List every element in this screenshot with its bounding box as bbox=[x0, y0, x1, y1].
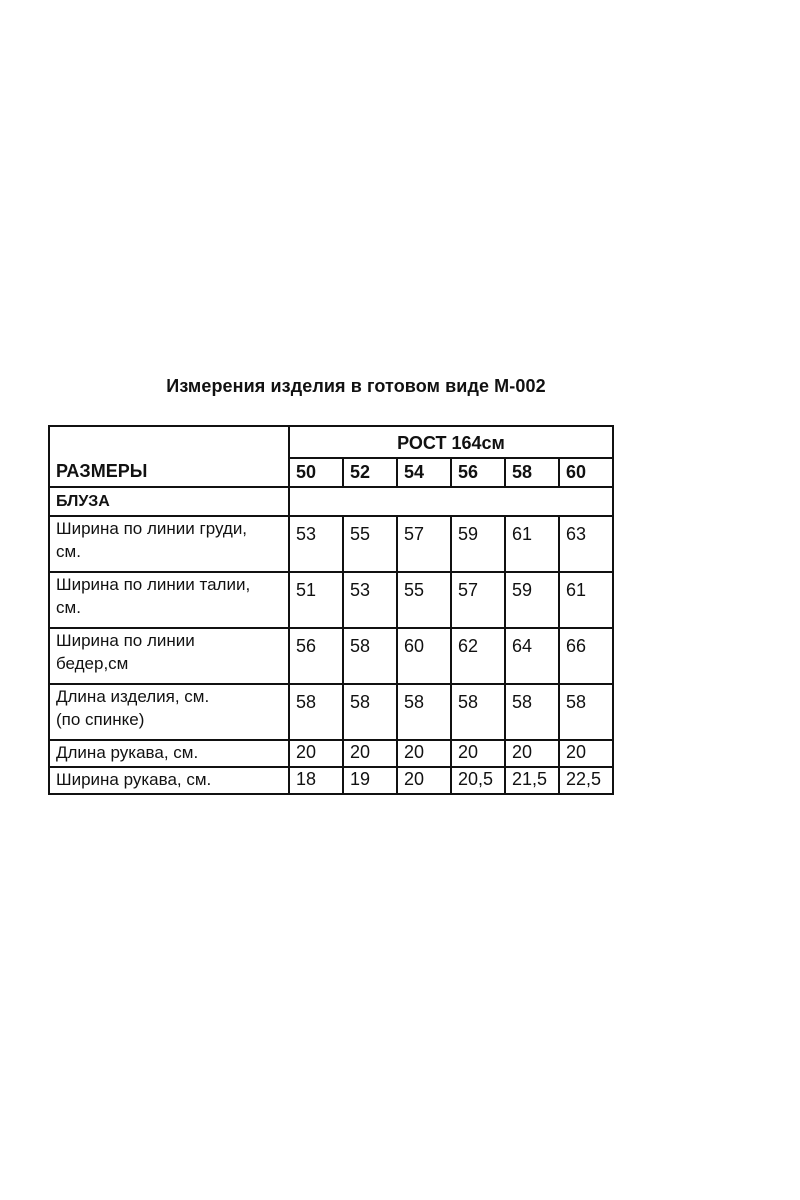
table-cell: 64 bbox=[505, 628, 559, 684]
table-cell: 61 bbox=[559, 572, 613, 628]
table-cell: 55 bbox=[397, 572, 451, 628]
table-cell: 53 bbox=[343, 572, 397, 628]
section-row bbox=[49, 487, 613, 516]
table-cell: 55 bbox=[343, 516, 397, 572]
row-label-line: Ширина по линии bbox=[56, 631, 195, 650]
row-label-line: см. bbox=[56, 542, 81, 561]
size-header: 56 bbox=[451, 458, 505, 487]
table-cell: 21,5 bbox=[505, 767, 559, 794]
table-cell: 19 bbox=[343, 767, 397, 794]
table-cell: 58 bbox=[559, 684, 613, 740]
row-label-line: Ширина по линии груди, bbox=[56, 519, 248, 538]
section-empty-cell bbox=[289, 487, 613, 516]
table-cell: 20 bbox=[505, 740, 559, 767]
measurements-table bbox=[48, 425, 614, 795]
table-cell: 20 bbox=[451, 740, 505, 767]
table-cell: 60 bbox=[397, 628, 451, 684]
table-cell: 20 bbox=[397, 767, 451, 794]
table-cell: 58 bbox=[289, 684, 343, 740]
table-cell: 59 bbox=[505, 572, 559, 628]
row-label bbox=[49, 740, 289, 767]
section-label: БЛУЗА bbox=[49, 487, 289, 516]
table-cell: 62 bbox=[451, 628, 505, 684]
table-row bbox=[49, 740, 613, 767]
table-row bbox=[49, 628, 613, 684]
table-cell: 58 bbox=[505, 684, 559, 740]
table-cell: 63 bbox=[559, 516, 613, 572]
table-cell: 20 bbox=[559, 740, 613, 767]
table-cell: 20,5 bbox=[451, 767, 505, 794]
table-cell: 58 bbox=[343, 684, 397, 740]
row-label bbox=[49, 767, 289, 794]
table-cell: 58 bbox=[451, 684, 505, 740]
row-label-line: Ширина по линии талии, bbox=[56, 575, 251, 594]
table-cell: 58 bbox=[343, 628, 397, 684]
page-title: Измерения изделия в готовом виде М-002 bbox=[166, 376, 546, 396]
row-label bbox=[49, 572, 289, 628]
size-header: 50 bbox=[289, 458, 343, 487]
table-cell: 53 bbox=[289, 516, 343, 572]
table-header-row bbox=[49, 426, 613, 458]
table-row bbox=[49, 516, 613, 572]
row-label-line: Ширина рукава, см. bbox=[56, 770, 212, 789]
table-cell: 51 bbox=[289, 572, 343, 628]
row-label-line: см. bbox=[56, 598, 81, 617]
size-header: 60 bbox=[559, 458, 613, 487]
table-cell: 18 bbox=[289, 767, 343, 794]
table-row bbox=[49, 767, 613, 794]
row-label bbox=[49, 516, 289, 572]
table-cell: 57 bbox=[397, 516, 451, 572]
row-label-line: Длина рукава, см. bbox=[56, 743, 199, 762]
size-header: 52 bbox=[343, 458, 397, 487]
table-row bbox=[49, 572, 613, 628]
row-label bbox=[49, 684, 289, 740]
table-cell: 58 bbox=[397, 684, 451, 740]
table-cell: 20 bbox=[343, 740, 397, 767]
table-cell: 57 bbox=[451, 572, 505, 628]
table-cell: 20 bbox=[289, 740, 343, 767]
table-cell: 56 bbox=[289, 628, 343, 684]
table-row bbox=[49, 684, 613, 740]
table-cell: 66 bbox=[559, 628, 613, 684]
size-header: 58 bbox=[505, 458, 559, 487]
size-header: 54 bbox=[397, 458, 451, 487]
table-cell: 61 bbox=[505, 516, 559, 572]
growth-header: РОСТ 164см bbox=[289, 426, 613, 458]
row-label-line: Длина изделия, см. bbox=[56, 687, 210, 706]
sizes-header: РАЗМЕРЫ bbox=[49, 426, 289, 487]
table-cell: 59 bbox=[451, 516, 505, 572]
table-cell: 22,5 bbox=[559, 767, 613, 794]
row-label-line: (по спинке) bbox=[56, 710, 145, 729]
row-label bbox=[49, 628, 289, 684]
table-cell: 20 bbox=[397, 740, 451, 767]
row-label-line: бедер,см bbox=[56, 654, 129, 673]
